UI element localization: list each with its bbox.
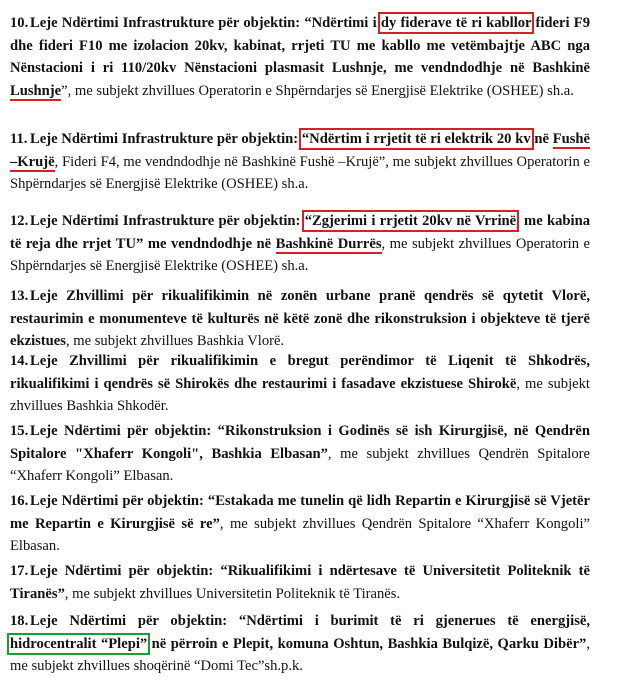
list-item-12	[10, 210, 590, 278]
underlined-text: Fushë –Krujë	[10, 131, 590, 170]
item-title: Leje Ndërtimi për objektin: “Rikonstruksion i Godinës së ish Kirurgjisë, në Qendrën Spitalore "Xhaferr Kongoli", Bashkia Elbasan”	[10, 423, 590, 462]
item-number: 12.	[10, 213, 29, 229]
underlined-text: Lushnje	[10, 82, 62, 99]
item-title-suffix: , me subjekt zhvillues Qendrën Spitalore “Xhaferr Kongoli” Elbasan.	[10, 445, 590, 484]
item-number: 15.	[10, 423, 29, 439]
item-title-suffix: , me subjekt zhvillues Universitetin Politeknik të Tiranës.	[64, 585, 401, 602]
item-title-prefix: Leje Ndërtimi për objektin: “Ndërtimi i burimit të ri gjenerues të energjisë,	[30, 613, 590, 629]
item-title: Leje Ndërtimi për objektin: “Rikualifikimi i ndërtesave të Universitetit Politeknik të Tiranës”	[10, 563, 590, 602]
item-number: 14.	[10, 353, 29, 369]
underlined-text: Bashkinë Durrës	[275, 235, 382, 252]
list-item-15	[10, 420, 590, 488]
item-title-suffix: ”, me subjekt zhvillues Operatorin e Shpërndarjes së Energjisë Elektrike (OSHEE) sh.a.	[61, 82, 574, 99]
list-item-16	[10, 490, 590, 558]
item-number: 18.	[10, 613, 29, 629]
list-item-11	[10, 128, 590, 196]
item-title-prefix: Leje Ndërtimi Infrastrukture për objektin: “Ndërtimi i	[30, 15, 381, 31]
item-number: 13.	[10, 288, 29, 304]
list-item-10	[10, 12, 590, 102]
item-title: Leje Zhvillimi për rikualifikimin e bregut perëndimor të Liqenit të Shkodrës, rikualifikimi i qendrës së Shirokës dhe restaurimi i fasadave ekzistuese Shirokë	[10, 353, 590, 392]
item-title-middle: në	[530, 131, 553, 147]
item-title: Leje Ndërtimi për objektin: “Estakada me tunelin që lidh Repartin e Kirurgjisë së Vjetër me Repartin e Kirurgjisë së re”	[10, 493, 590, 532]
item-number: 17.	[10, 563, 29, 579]
list-item-14	[10, 350, 590, 418]
item-title-prefix: Leje Ndërtimi Infrastrukture për objektin:	[30, 131, 302, 147]
highlighted-text: hidrocentralit “Plepi”	[10, 635, 148, 652]
highlighted-text: dy fiderave të ri kabllor	[380, 15, 532, 31]
item-title-middle: , me kabina të reja dhe rrjet TU” me vendndodhje në	[10, 213, 590, 252]
item-number: 11.	[10, 131, 28, 147]
item-title-suffix: , me subjekt zhvillues shoqërinë “Domi Tec”sh.p.k.	[10, 635, 590, 674]
item-title-suffix: , me subjekt zhvillues Operatorin e Shpërndarjes së Energjisë Elektrike (OSHEE) sh.a.	[10, 235, 591, 274]
list-item-18	[10, 610, 590, 678]
item-number: 10.	[10, 15, 29, 31]
highlighted-text: “Ndërtim i rrjetit të ri elektrik 20 kv	[301, 131, 531, 147]
item-number: 16.	[10, 493, 29, 509]
item-title-prefix: Leje Ndërtimi Infrastrukture për objektin:	[30, 213, 305, 229]
item-title-suffix: , me subjekt zhvillues Bashkia Shkodër.	[10, 375, 590, 414]
list-item-17	[10, 560, 590, 605]
item-title-suffix: , Fideri F4, me vendndodhje në Bashkinë Fushë –Krujë”, me subjekt zhvillues Operatorin e Shpërndarjes së Energjisë Elektrike (OSHEE) sh.a.	[10, 153, 590, 192]
list-item-13	[10, 285, 590, 353]
highlighted-text: “Zgjerimi i rrjetit 20kv në Vrrinë	[304, 213, 517, 229]
item-title-middle: në përroin e Plepit, komuna Oshtun, Bashkia Bulqizë, Qarku Dibër”	[147, 635, 587, 652]
item-title-middle: fideri F9 dhe fideri F10 me izolacion 20kv, kabinat, rrjeti TU me kabllo me vetëmbajtje ABC nga Nënstacioni i ri 110/20kv Nënstacioni plasmasit Lushnje, me vendndodhje në Bashkinë	[10, 15, 590, 76]
item-title: Leje Zhvillimi për rikualifikimin në zonën urbane pranë qendrës së qytetit Vlorë, restaurimin e monumenteve të kulturës në këtë zonë dhe rikonstruksion i objekteve të tjerë ekzistues	[10, 288, 590, 349]
item-title-suffix: , me subjekt zhvillues Qendrën Spitalore “Xhaferr Kongoli” Elbasan.	[10, 515, 590, 554]
item-title-suffix: , me subjekt zhvillues Bashkia Vlorë.	[65, 333, 285, 349]
